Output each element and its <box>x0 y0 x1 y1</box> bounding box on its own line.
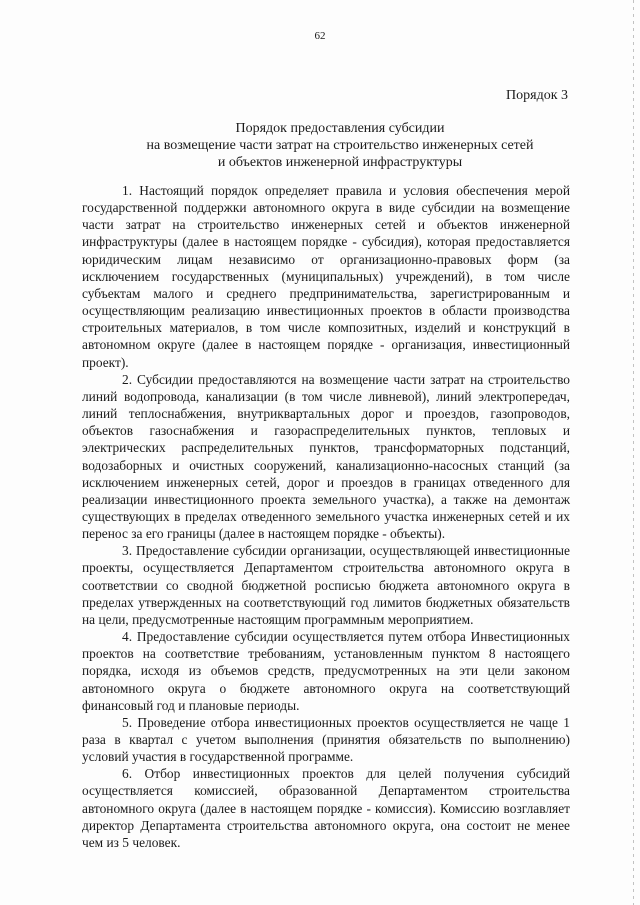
order-label: Порядок 3 <box>506 88 568 103</box>
paragraph-2: 2. Субсидии предоставляются на возмещение части затрат на строительство линий водопровода, канализации (в том числе ливневой), линий электропередач, линий теплоснабжения, внутриквартальных дорог и проездов, газопроводов, объектов газоснабжения и газораспределительных пунктов, тепловых и электрических распределительных пунктов, трансформаторных подстанций, водозаборных и очистных сооружений, канализационно-насосных станций (за исключением инженерных сетей, дорог и проездов в границах отведенного для реализации инвестиционного проекта земельного участка), а также на демонтаж существующих в пределах отведенного земельного участка инженерных сетей и их перенос за его границы (далее в настоящем порядке - объекты). <box>82 371 570 542</box>
title-line: Порядок предоставления субсидии <box>235 121 445 136</box>
scan-edge <box>633 0 634 905</box>
title-line: и объектов инженерной инфраструктуры <box>217 155 463 170</box>
document-body <box>82 182 570 851</box>
paragraph-6: 6. Отбор инвестиционных проектов для целей получения субсидий осуществляется комиссией, образованной Департаментом строительства автономного округа (далее в настоящем порядке - комиссия). Комиссию возглавляет директор Департамента строительства автономного округа, она состоит не менее чем из 5 человек. <box>82 766 570 850</box>
page-number: 62 <box>314 30 326 42</box>
title-line: на возмещение части затрат на строительство инженерных сетей <box>146 138 534 153</box>
paragraph-5: 5. Проведение отбора инвестиционных проектов осуществляется не чаще 1 раза в квартал с учетом выполнения (принятия обязательств по выполнению) условий участия в государственной программе. <box>82 714 570 765</box>
paragraph-3: 3. Предоставление субсидии организации, осуществляющей инвестиционные проекты, осуществляется Департаментом строительства автономного округа в соответствии со сводной бюджетной росписью бюджета автономного округа в пределах утвержденных на соответствующий год лимитов бюджетных обязательств на цели, предусмотренные настоящим программным мероприятием. <box>82 543 570 627</box>
paragraph-1: 1. Настоящий порядок определяет правила и условия обеспечения мерой государственной поддержки автономного округа в виде субсидии на возмещение части затрат на строительство инженерных сетей и объектов инженерной инфраструктуры (далее в настоящем порядке - субсидия), которая предоставляется юридическим лицам независимо от организационно-правовых форм (за исключением государственных (муниципальных) учреждений), в том числе субъектам малого и среднего предпринимательства, зарегистрированным и осуществляющим реализацию инвестиционных проектов в области производства строительных материалов, в том числе композитных, изделий и конструкций в автономном округе (далее в настоящем порядке - организация, инвестиционный проект). <box>82 183 570 370</box>
paragraph-4: 4. Предоставление субсидии осуществляется путем отбора Инвестиционных проектов на соответствие требованиям, установленным пунктом 8 настоящего порядка, исходя из объемов средств, предусмотренных на эти цели законом автономного округа о бюджете автономного округа на соответствующий финансовый год и плановые периоды. <box>82 629 570 713</box>
document-title <box>80 120 600 171</box>
